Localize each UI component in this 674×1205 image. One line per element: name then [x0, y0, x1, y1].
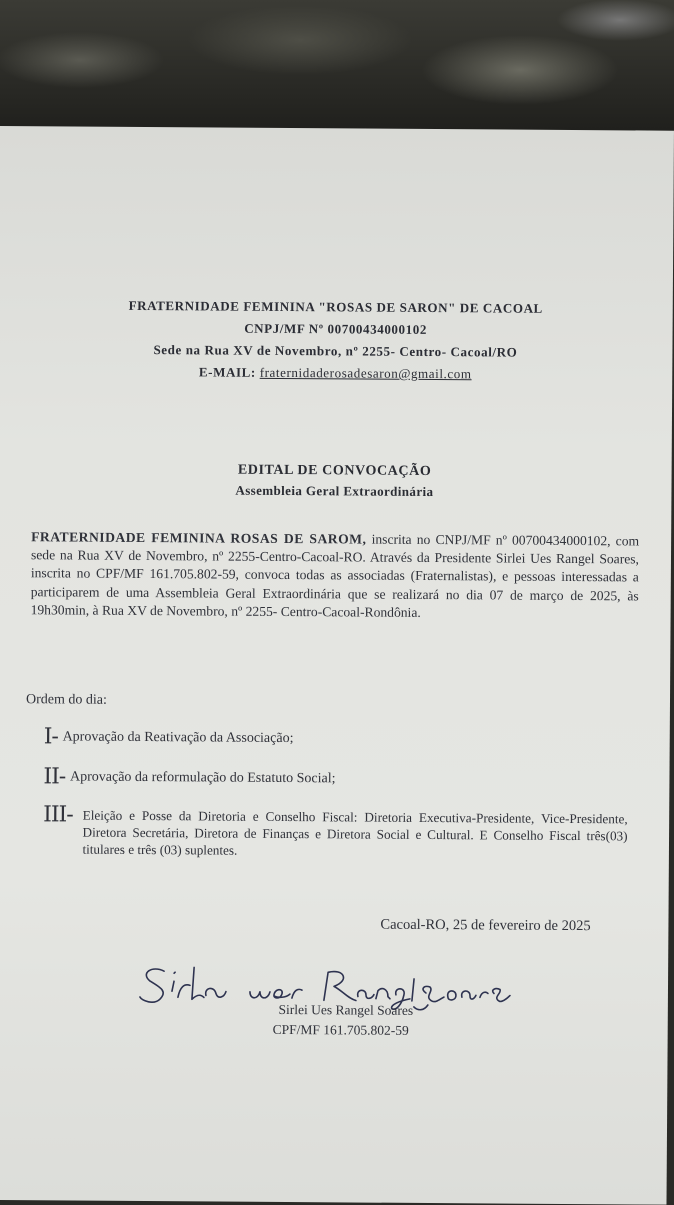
email-address: fraternidaderosadesaron@gmail.com [259, 364, 472, 382]
signer-name: Sirlei Ues Rangel Soares [278, 1001, 414, 1018]
cnpj-line: CNPJ/MF Nº 00700434000102 [244, 320, 428, 337]
agenda-item-text: Aprovação da reformulação do Estatuto Social; [69, 769, 336, 787]
notice-title: EDITAL DE CONVOCAÇÃO [237, 462, 432, 480]
agenda-item-text: Aprovação da Reativação da Associação; [62, 729, 294, 747]
email-line [0, 360, 672, 387]
agenda-item-numeral: III- [43, 802, 73, 828]
agenda-item-1 [44, 724, 644, 753]
letterhead [0, 294, 673, 387]
signer-cpf: CPF/MF 161.705.802-59 [272, 1021, 409, 1038]
document-page [0, 126, 674, 1205]
agenda-title: Ordem do dia: [25, 692, 107, 708]
organization-name: FRATERNIDADE FEMININA "ROSAS DE SARON" DE CACOAL [128, 297, 543, 316]
agenda-item-2 [43, 764, 643, 793]
agenda-item-text: Eleição e Posse da Diretoria e Conselho Fiscal: Diretoria Executiva-Presidente, Vice-Presidente, Diretora Secretária, Diretora de Finanças e Diretora Social e Cultural. E Conselho Fiscal três(03) titulares e três (03) suplentes. [82, 807, 628, 858]
table-surface-background [0, 0, 674, 140]
body-organization-name: FRATERNIDADE FEMININA ROSAS DE SAROM, [31, 529, 367, 547]
body-text: inscrita no CNPJ/MF nº 00700434000102, com sede na Rua XV de Novembro, nº 2255-Centro-Cacoal-RO. Através da Presidente Sirlei Ues Rangel Soares, inscrita no CPF/MF 161.705.802-59, convoca todas as associadas (Fraternalistas), e pessoas interessadas a participarem de uma Assembleia Geral Extraordinária que se realizará no dia 07 de março de 2025, às 19h30min, à Rua XV de Novembro, nº 2255- Centro-Cacoal-Rondônia. [30, 531, 640, 620]
email-label: E-MAIL: [198, 364, 256, 380]
notice-title-block [0, 459, 672, 504]
notice-subtitle: Assembleia Geral Extraordinária [235, 482, 434, 500]
signer-block [0, 998, 668, 1043]
notice-body-paragraph [31, 528, 640, 623]
agenda-item-3 [43, 802, 643, 861]
agenda-item-numeral: II- [43, 764, 66, 790]
agenda-item-numeral: I- [43, 724, 58, 750]
place-and-date: Cacoal-RO, 25 de fevereiro de 2025 [380, 916, 591, 935]
address-line: Sede na Rua XV de Novembro, nº 2255- Centro- Cacoal/RO [153, 342, 518, 360]
